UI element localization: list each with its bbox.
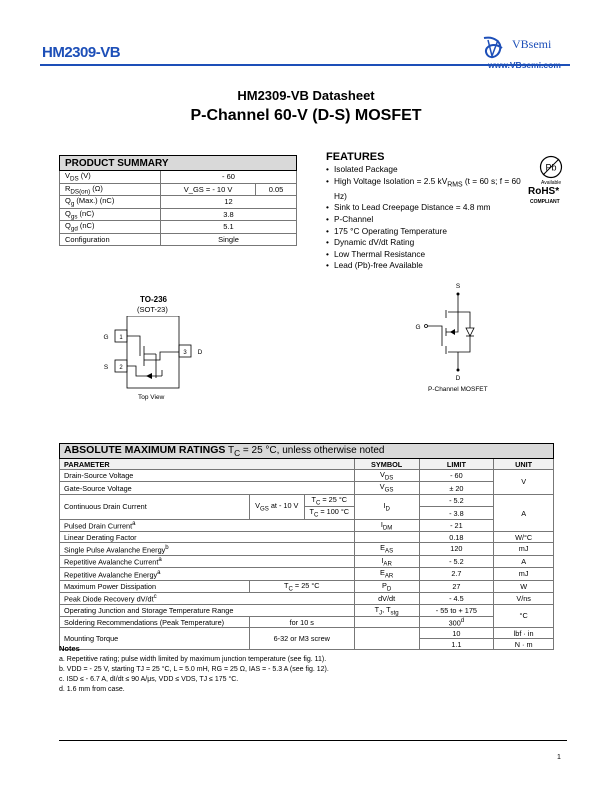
table-row: Pulsed Drain Current$^a$ $I_{DM}$ - 21: [60, 519, 554, 531]
table-row: Drain-Source Voltage $V_{DS}$ - 60 V: [60, 470, 554, 482]
svg-text:G: G: [415, 324, 421, 331]
package-subtitle: (SOT-23): [137, 305, 168, 314]
table-row: $Q_g$ (Max.) (nC) 12: [60, 196, 297, 209]
table-row: $R_{DS(on)}$ (Ω) V_GS = - 10 V 0.05: [60, 183, 297, 196]
svg-text:D: D: [455, 375, 461, 382]
note-item: b. VDD = - 25 V, starting TJ = 25 °C, L = 5.0 mH, RG = 25 Ω, IAS = - 5.3 A (see fig. 12).: [59, 666, 329, 673]
table-row: $Q_{gd}$ (nC) 5.1: [60, 221, 297, 234]
package-view-label: Top View: [138, 394, 165, 401]
list-item: • Isolated Package: [326, 164, 532, 176]
table-row: Repetitive Avalanche Current$^a$ $I_{AR}$ - 5.2 A: [60, 555, 554, 567]
table-row: Single Pulse Avalanche Energy$^b$ $E_{AS}$ 120 mJ: [60, 543, 554, 555]
table-row: 1.1 N · m: [60, 639, 554, 650]
note-item: c. ISD ≤ - 6.7 A, dI/dt ≤ 90 A/μs, VDD ≤ VDS, TJ ≤ 175 °C.: [59, 676, 239, 683]
table-row: Gate-Source Voltage $V_{GS}$ ± 20: [60, 482, 554, 494]
list-item: • Dynamic dV/dt Rating: [326, 237, 532, 249]
pb-available-label: Available: [541, 180, 562, 186]
part-number: HM2309-VB: [42, 44, 121, 61]
notes-list: [59, 655, 559, 695]
table-row: $V_{DS}$ (V) - 60: [60, 171, 297, 184]
amr-title: ABSOLUTE MAXIMUM RATINGS $T_C = 25$ °C, unless otherwise noted: [60, 444, 554, 459]
table-row: Linear Derating Factor 0.18 W/°C: [60, 532, 554, 543]
table-row: Operating Junction and Storage Temperature Range $T_J$, $T_{stg}$ - 55 to + 175 °C: [60, 604, 554, 616]
table-row: Mounting Torque 6-32 or M3 screw 10 lbf · in: [60, 628, 554, 639]
absolute-max-ratings-table: [59, 443, 554, 650]
brand-url[interactable]: www.VBsemi.com: [488, 60, 561, 70]
document-title: HM2309-VB Datasheet: [237, 88, 375, 103]
table-row: Repetitive Avalanche Energy$^a$ $E_{AR}$ 2.7 mJ: [60, 568, 554, 580]
features-heading: FEATURES: [326, 151, 385, 163]
rohs-compliant-label: COMPLIANT: [530, 199, 560, 205]
document-subtitle: P-Channel 60-V (D-S) MOSFET: [190, 107, 422, 124]
list-item: • Lead (Pb)-free Available: [326, 260, 532, 272]
table-row: $T_C = 100$ °C - 3.8: [60, 507, 554, 519]
rohs-label: RoHS*: [528, 186, 560, 197]
list-item: • Low Thermal Resistance: [326, 249, 532, 261]
product-summary-heading: PRODUCT SUMMARY: [60, 156, 297, 171]
lead-free-icon: [539, 155, 563, 179]
sot23-package-diagram: [100, 316, 210, 392]
table-row: Peak Diode Recovery $dV/dt^c$ dV/dt - 4.5 V/ns: [60, 593, 554, 604]
footer-rule: [59, 740, 567, 741]
svg-text:2: 2: [119, 365, 123, 371]
svg-text:3: 3: [183, 350, 187, 356]
note-item: d. 1.6 mm from case.: [59, 686, 125, 693]
list-item: • Sink to Lead Creepage Distance = 4.8 mm: [326, 202, 532, 214]
list-item: • P-Channel: [326, 214, 532, 226]
svg-text:S: S: [103, 364, 109, 371]
features-list: [326, 164, 532, 272]
amr-condition: $T_C = 25$ °C, unless otherwise noted: [228, 445, 385, 458]
note-item: a. Repetitive rating; pulse width limited by maximum junction temperature (see fig. 11).: [59, 656, 327, 663]
page-number: 1: [557, 754, 561, 761]
mosfet-label: P-Channel MOSFET: [428, 386, 488, 393]
table-row: Maximum Power Dissipation $T_C = 25$ °C $P_D$ 27 W: [60, 580, 554, 592]
product-summary-table: [59, 155, 297, 246]
pb-label: Pb: [545, 162, 557, 173]
table-row: Continuous Drain Current $V_{GS}$ at - 10 V $T_C = 25$ °C $I_D$ - 5.2 A: [60, 494, 554, 506]
svg-text:D: D: [197, 349, 203, 356]
table-row: Configuration Single: [60, 233, 297, 245]
brand-name: VBsemi: [512, 37, 552, 51]
svg-text:S: S: [455, 283, 461, 290]
list-item: • High Voltage Isolation = 2.5 $kV_{RMS}$ (t = 60 s; f = 60 Hz): [326, 176, 532, 203]
package-title: TO-236: [140, 295, 167, 304]
p-channel-mosfet-symbol: [412, 282, 487, 382]
table-row: Soldering Recommendations (Peak Temperature) for 10 s 300$^d$: [60, 616, 554, 627]
svg-text:1: 1: [119, 335, 123, 341]
list-item: • 175 °C Operating Temperature: [326, 226, 532, 238]
svg-text:G: G: [103, 334, 109, 341]
table-row: $Q_{gs}$ (nC) 3.8: [60, 208, 297, 221]
table-header-row: PARAMETER SYMBOL LIMIT UNIT: [60, 459, 554, 470]
notes-heading: Notes: [59, 644, 80, 653]
